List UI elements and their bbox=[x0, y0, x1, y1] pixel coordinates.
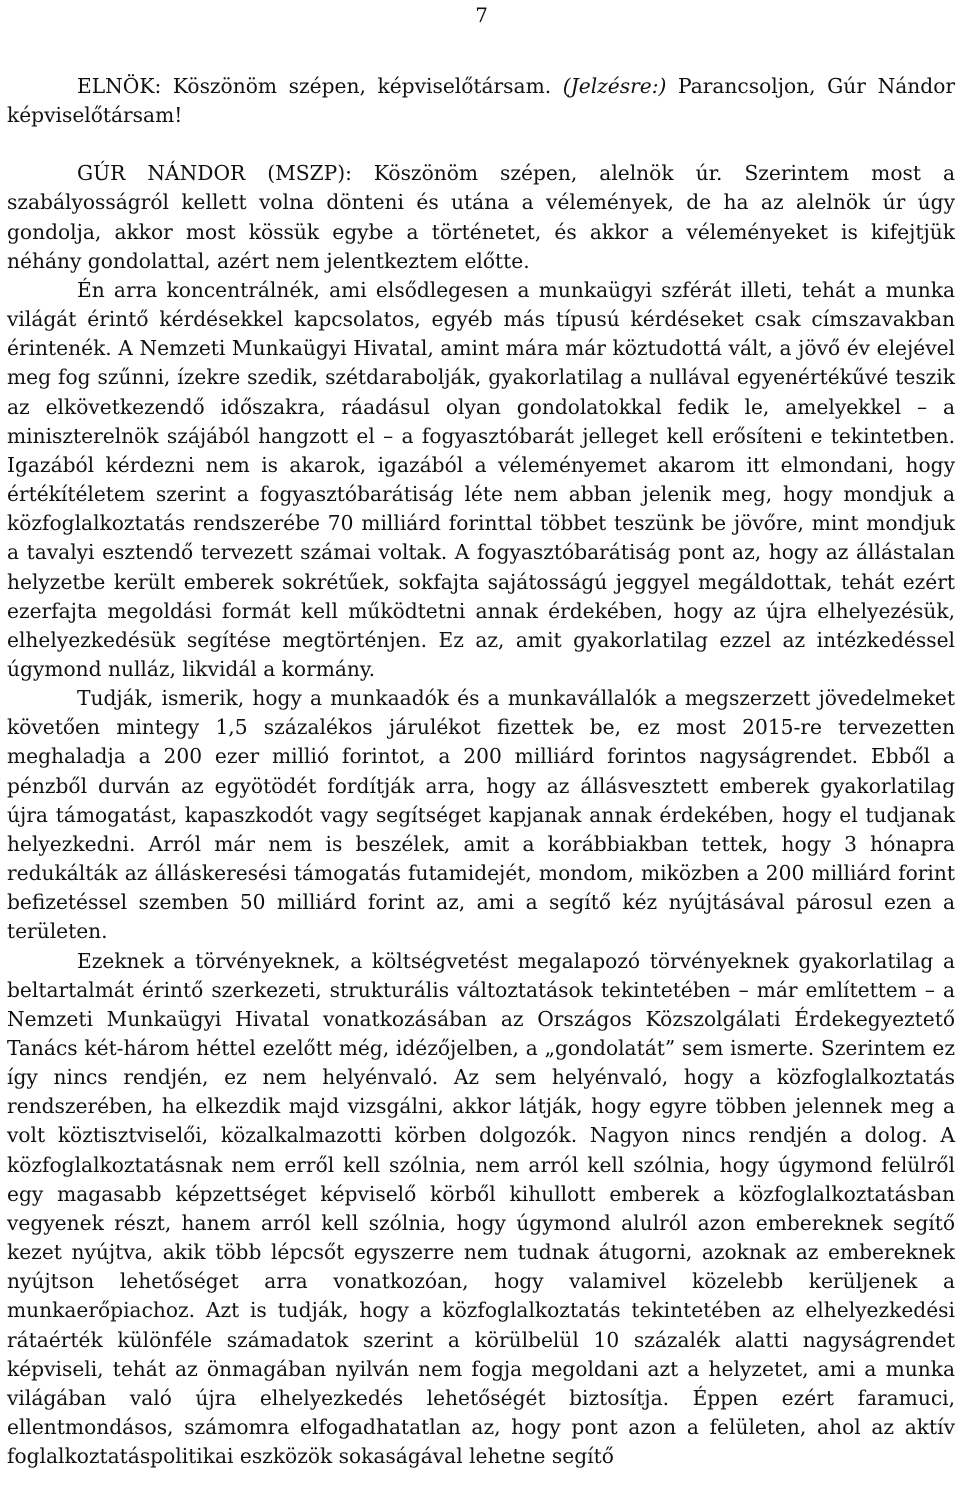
paragraph-contributions: Tudják, ismerik, hogy a munkaadók és a munkavállalók a megszerzett jövedelmeket követően mintegy 1,5 százalékos járulékot fizettek be, ez most 2015-re tervezetten meghaladja a 200 ezer millió forintot, a 200 milliárd forintos nagyságrendet. Ebből a pénzből durván az egyötödét fordítják arra, hogy az állásvesztett emberek gyakorlatilag újra támogatást, kapaszkodót vagy segítséget kapjanak annak érdekében, hogy el tudjanak helyezkedni. Arról már nem is beszélek, amit a korábbiakban tettek, hogy 3 hónapra redukálták az álláskeresési támogatás futamidejét, mondom, miközben a 200 milliárd forint befizetéssel szemben 50 milliárd forint az, ami a segítő kéz nyújtásával párosul ezen a területen. bbox=[7, 686, 955, 944]
stage-direction: (Jelzésre:) bbox=[562, 74, 667, 98]
paragraph-labour-office: Én arra koncentrálnék, ami elsődlegesen a munkaügyi szférát illeti, tehát a munka világát érintő kérdésekkel kapcsolatos, egyéb más típusú kérdéseket csak címszavakban érintenék. A Nemzeti Munkaügyi Hivatal, amint mára már köztudottá vált, a jövő év elejével meg fog szűnni, ízekre szedik, szétdarabolják, gyakorlatilag a nullával egyenértékűvé teszik az elkövetkezendő időszakra, ráadásul olyan gondolatokkal fedik le, amelyekkel – a miniszterelnök szájából hangzott el – a fogyasztóbarát jelleget kell erősíteni e tekintetben. Igazából kérdezni nem is akarok, igazából a véleményemet akarom itt elmondani, hogy értékítéletem szerint a fogyasztóbarátiság léte nem abban jelenik meg, hogy mondjuk a közfoglalkoztatás rendszerébe 70 milliárd forinttal többet teszünk be jövőre, mint mondjuk a tavalyi esztendő tervezett számai voltak. A fogyasztóbarátiság pont az, hogy az állástalan helyzetbe került emberek sokrétűek, sokfajta sajátosságú jeggyel megáldottak, tehát ezért ezerfajta megoldási formát kell működtetni annak érdekében, hogy az újra elhelyezésük, elhelyezkedésük segítése megtörténjen. Ez az, amit gyakorlatilag ezzel az intézkedéssel úgymond nulláz, likvidál a kormány. bbox=[7, 277, 955, 681]
chair-remark-text: ELNÖK: Köszönöm szépen, képviselőtársam. bbox=[77, 74, 552, 98]
paragraph-speaker-intro: GÚR NÁNDOR (MSZP): Köszönöm szépen, alelnök úr. Szerintem most a szabályosságról kellett volna dönteni és utána a vélemények, de ha az alelnök úr úgy gondolja, akkor most kössük egybe a történetet, és akkor a véleményeket is kifejtjük néhány gondolattal, azért nem jelentkeztem előtte. bbox=[7, 161, 955, 273]
page-number: 7 bbox=[475, 3, 488, 27]
paragraph-gap bbox=[7, 130, 955, 159]
paragraph-public-work: Ezeknek a törvényeknek, a költségvetést megalapozó törvényeknek gyakorlatilag a beltartalmát érintő szerkezeti, strukturális változtatások tekintetében – már említettem – a Nemzeti Munkaügyi Hivatal vonatkozásában az Országos Közszolgálati Érdekegyeztető Tanács két-három héttel ezelőtt még, idézőjelben, a „gondolatát” sem ismerte. Szerintem ez így nincs rendjén, ez nem helyénvaló. Az sem helyénvaló, hogy a közfoglalkoztatás rendszerében, ha elkezdik majd vizsgálni, akkor látják, hogy egyre többen jelennek meg a volt köztisztviselői, közalkalmazotti körben dolgozók. Nagyon nincs rendjén a dolog. A közfoglalkoztatásnak nem erről kell szólnia, nem arról kell szólnia, hogy úgymond felülről egy magasabb képzettséget képviselő körből kihullott emberek a közfoglalkoztatásban vegyenek részt, hanem arról kell szólnia, hogy úgymond alulról azon embereknek segítő kezet nyújtva, akik több lépcsőt egyszerre nem tudnak átugorni, azoknak az embereknek nyújtson lehetőséget arra vonatkozóan, hogy valamivel közelebb kerüljenek a munkaerőpiachoz. Azt is tudják, hogy a közfoglalkoztatás tekintetében az elhelyezkedési rátaérték különféle számadatok szerint a körülbelül 10 százalék alatti nagyságrendet képviseli, tehát az önmagában nyilván nem fogja megoldani azt a helyzetet, ami a munka világában való újra elhelyezkedés lehetőségét biztosítja. Éppen ezért faramuci, ellentmondásos, számomra elfogadhatatlan az, hogy pont azon a felületen, ahol az aktív foglalkoztatáspolitikai eszközök sokaságával lehetne segítő bbox=[7, 948, 955, 1469]
paragraph-chair-remark bbox=[7, 72, 955, 130]
transcript-body bbox=[7, 72, 955, 1471]
chair-remark-invitation: Parancsoljon, Gúr Nándor képviselőtársam! bbox=[7, 74, 955, 128]
